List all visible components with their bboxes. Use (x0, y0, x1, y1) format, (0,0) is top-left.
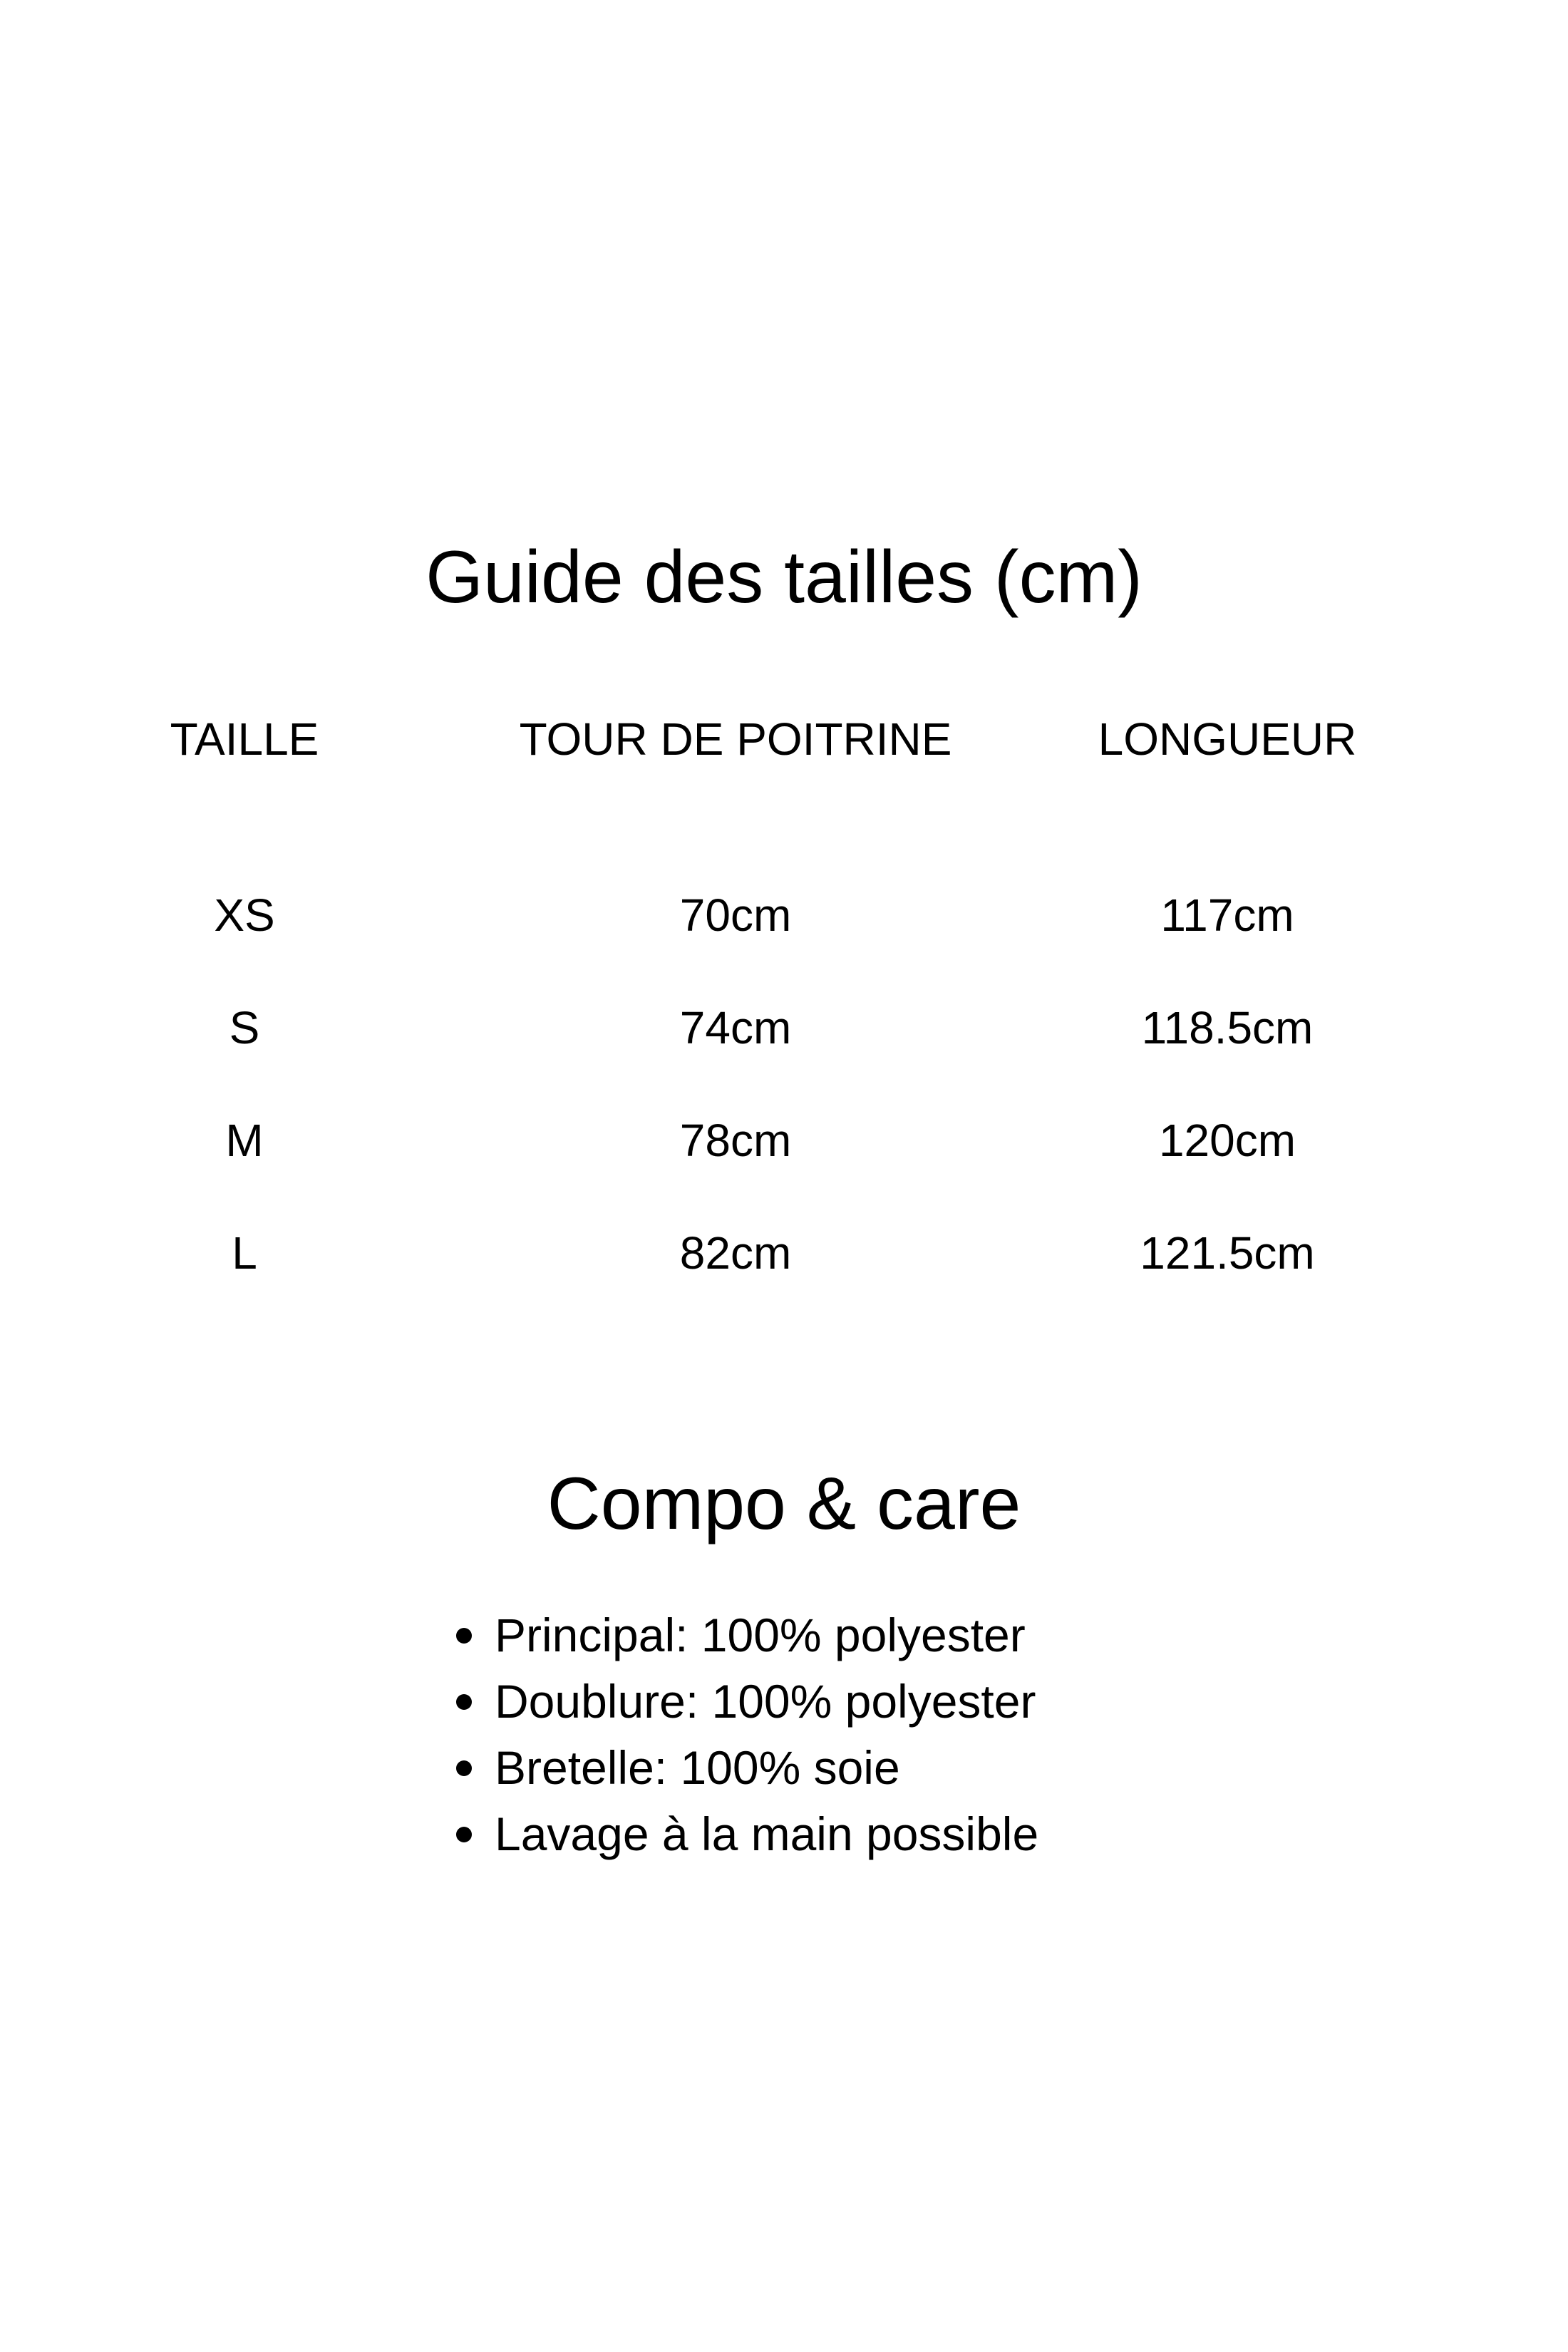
list-item-text: Lavage à la main possible (495, 1807, 1039, 1860)
cell-size: M (225, 1115, 264, 1166)
cell-size: XS (214, 889, 275, 941)
bullet-icon (456, 1827, 472, 1842)
list-item (456, 1801, 1038, 1867)
bullet-icon (456, 1628, 472, 1644)
header-size: TAILLE (170, 713, 319, 765)
header-chest: TOUR DE POITRINE (519, 713, 952, 765)
cell-length: 120cm (1158, 1115, 1296, 1166)
list-item (456, 1668, 1038, 1735)
cell-size: L (232, 1227, 257, 1279)
list-item (456, 1602, 1038, 1668)
compo-care-title: Compo & care (547, 1463, 1021, 1546)
list-item (456, 1735, 1038, 1801)
cell-chest: 78cm (679, 1115, 792, 1166)
list-item-text: Principal: 100% polyester (495, 1609, 1026, 1661)
header-length: LONGUEUR (1098, 713, 1357, 765)
care-list (456, 1602, 1038, 1867)
cell-chest: 82cm (679, 1227, 792, 1279)
bullet-icon (456, 1694, 472, 1710)
size-guide-title: Guide des tailles (cm) (425, 535, 1143, 619)
cell-chest: 74cm (679, 1002, 792, 1053)
cell-chest: 70cm (679, 889, 792, 941)
list-item-text: Doublure: 100% polyester (495, 1675, 1036, 1728)
cell-length: 121.5cm (1140, 1227, 1315, 1279)
list-item-text: Bretelle: 100% soie (495, 1741, 900, 1794)
cell-length: 118.5cm (1141, 1002, 1314, 1053)
cell-length: 117cm (1160, 889, 1294, 941)
bullet-icon (456, 1760, 472, 1776)
cell-size: S (229, 1002, 260, 1053)
